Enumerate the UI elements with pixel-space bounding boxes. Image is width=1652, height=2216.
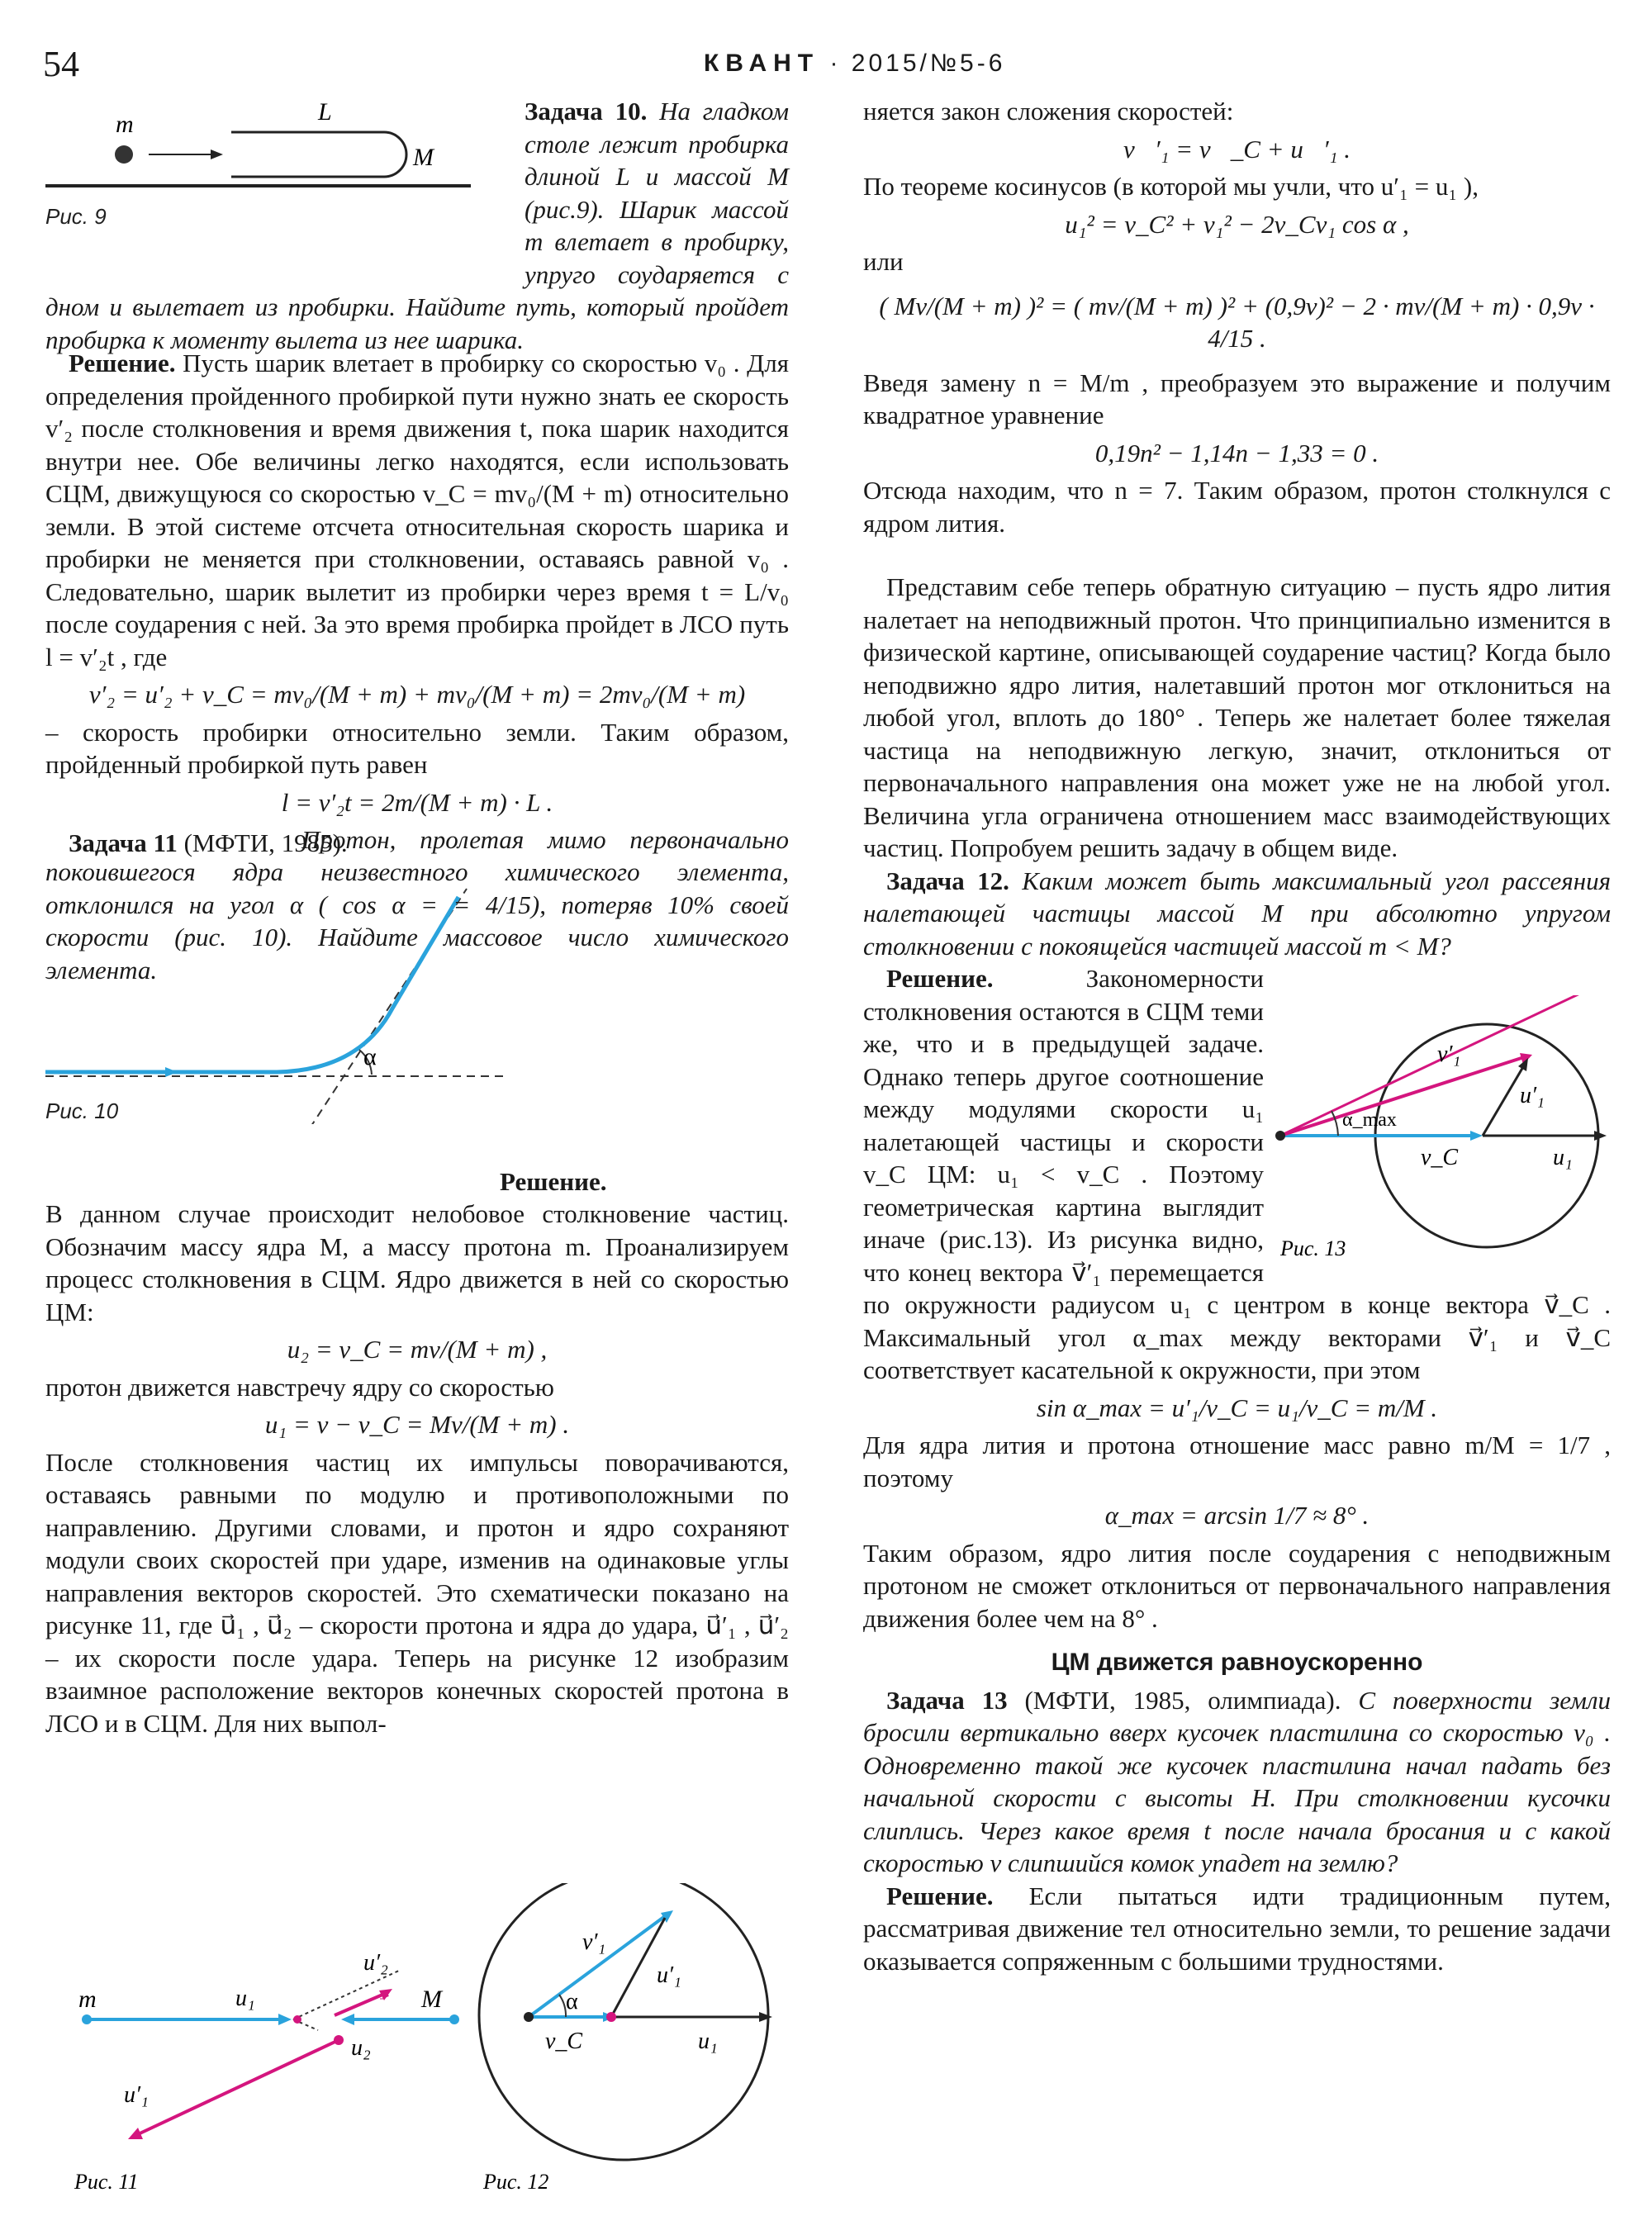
task13-sol-text: Если пытаться идти традиционным путем, рассматривая движение тел относительно земли, то решение задачи оказывается сопряженным с большими трудностями. <box>863 1881 1612 1976</box>
formula-4: u₁ = v − v_C = Mv/(M + m) . <box>264 1410 570 1439</box>
formula-3: u₂ = v_C = mv/(M + m) , <box>287 1335 548 1364</box>
task13-statement <box>863 1684 1611 1880</box>
fig13-v1p-line <box>1280 1057 1524 1136</box>
formula-8: 0,19n² − 1,14n − 1,33 = 0 . <box>1094 438 1379 467</box>
r-para-4: Введя замену n = M/m , преобразуем это выражение и получим квадратное уравнение <box>863 368 1611 429</box>
fig13-label-v1p: v′₁ <box>1437 1042 1461 1067</box>
solution-label-2: Решение. <box>500 1166 607 1196</box>
formula-2: l = v′₂t = 2m/(M + m) · L . <box>281 787 553 817</box>
fig11-dot-m <box>82 2014 92 2024</box>
task10-text-wrap <box>45 95 789 356</box>
fig12-label-u1p: u′₁ <box>657 1962 681 1988</box>
float-spacer <box>45 95 525 266</box>
fig11-label-u1: u₁ <box>235 1986 255 2011</box>
task11-statement: Протон, пролетая мимо первоначально покоившегося ядра неизвестного химического элемента, отклонился на угол α ( cos α = = 4/15), потеряв 10% своей скорости (рис. 10). Найдите массовое число химического элемента. <box>45 824 789 985</box>
fig13-label-u1: u₁ <box>1553 1145 1573 1170</box>
fig9-caption: Рис. 9 <box>45 204 107 229</box>
fig9-label-m: m <box>116 111 134 138</box>
journal-name: КВАНТ <box>704 50 820 77</box>
task10-title: Задача 10. <box>525 97 648 126</box>
fig12-label-u1: u₁ <box>698 2029 718 2054</box>
fig12-label-v1p: v′₁ <box>582 1929 606 1955</box>
r-para-2: По теореме косинусов (в которой мы учли, что u′₁ = u₁ ), <box>863 172 1479 201</box>
fig11-label-m: m <box>78 1986 97 2013</box>
task10-solution <box>45 347 789 673</box>
r-para-6: Представим себе теперь обратную ситуацию – пусть ядро лития налетает на неподвижный протон. Что принципиально изменится в физической картине, описывающей соударение частиц? Когда было неподвижно ядро лития, налетавший протон мог отклониться на любой угол, вплоть до 180° . Теперь же налетает более тяжелая частица на неподвижную легкую, значит, отклониться от первоначального направления она может уже не на любой угол. Величина угла ограничена отношением масс взаимодействующих частиц. Попробуем решить задачу в общем виде. <box>863 572 1611 862</box>
task12-statement <box>863 865 1611 963</box>
fig12-center <box>606 2012 616 2022</box>
fig13-u1p-line <box>1483 1065 1524 1136</box>
solution-label-4: Решение. <box>886 1881 994 1910</box>
r-para-8: Таким образом, ядро лития после соударения с неподвижным протоном не сможет отклониться от первоначального направления движения более чем на 8° . <box>863 1538 1611 1633</box>
fig12-u1-head <box>759 2012 772 2022</box>
fig12-caption: Рис. 12 <box>483 2170 549 2194</box>
formula-10: α_max = arcsin 1/7 ≈ 8° . <box>1104 1501 1370 1530</box>
fig13-origin <box>1275 1131 1285 1141</box>
formula-6: u₁² = v_C² + v₁² − 2v_Cv₁ cos α , <box>1065 209 1409 239</box>
journal-issue: · 2015/№5-6 <box>819 50 1006 77</box>
fig11-label-u2: u₂ <box>351 2035 371 2061</box>
page-number: 54 <box>43 44 79 84</box>
fig11-dot-2 <box>334 2035 344 2045</box>
task12-solution-block <box>863 962 1611 1387</box>
fig9-label-M: M <box>413 144 434 171</box>
formula-9: sin α_max = u′₁/v_C = u₁/v_C = m/M . <box>1036 1393 1438 1422</box>
r-para-5: Отсюда находим, что n = 7. Таким образом, протон столкнулся с ядром лития. <box>863 476 1611 538</box>
fig13-u1-head <box>1594 1131 1607 1141</box>
task12-text: Каким может быть максимальный угол рассеяния налетающей частицы массой M при абсолютно упругом столкновении с покоящейся частицей массой m < M? <box>863 866 1611 961</box>
spacer <box>863 539 1611 571</box>
fig12-alpha: α <box>566 1989 578 2014</box>
fig10-alpha: α <box>363 1042 377 1070</box>
section-heading: ЦМ движется равноускоренно <box>1051 1649 1423 1676</box>
journal-title <box>704 50 1005 78</box>
task12-title: Задача 12. <box>886 866 1009 895</box>
task13-source: (МФТИ, 1985, олимпиада). <box>1024 1685 1341 1715</box>
fig12-angle-arc <box>559 1995 566 2017</box>
task11-sol-2: протон движется навстречу ядру со скоростью <box>45 1372 554 1402</box>
task13-solution <box>863 1880 1611 1978</box>
task11-sol-3: После столкновения частиц их импульсы поворачиваются, оставаясь равными по модулю и противоположными по направлению. Другими словами, и протон и ядро сохраняют модули своих скоростей при ударе, изменив на одинаковые углы направления векторов скоростей. Это схематически показано на рисунке 11, где u⃗₁ , u⃗₂ – скорости протона и ядра до удара, u⃗′₁ , u⃗′₂ – их скорости после удара. Теперь на рисунке 12 изобразим взаимное расположение векторов конечных скоростей протона в ЛСО и в СЦМ. Для них выпол- <box>45 1447 789 1738</box>
task13-text: С поверхности земли бросили вертикально вверх кусочек пластилина со скоростью v₀ . Одновременно такой же кусочек пластилина начал падать без начальной скорости с высоты H. При столкновении кусочки слиплись. Через какое время t после начала бросания и с какой скоростью v слипшийся комок упадет на землю? <box>863 1685 1611 1877</box>
right-column <box>863 95 1611 1977</box>
fig12-circle <box>479 1883 768 2160</box>
fig13-amax: α_max <box>1342 1109 1397 1131</box>
fig11-label-M: M <box>421 1986 442 2013</box>
task11-text-wrap <box>45 823 789 987</box>
left-column <box>45 95 789 1739</box>
formula-7: ( Mv/(M + m) )² = ( mv/(M + m) )² + (0,9v)² − 2 · mv/(M + m) · 0,9v · 4/15 . <box>879 291 1595 353</box>
fig12-origin <box>524 2012 534 2022</box>
fig13-angle-arc <box>1332 1111 1338 1136</box>
task11-solution: В данном случае происходит нелобовое столкновение частиц. Обозначим массу ядра M, а массу протона m. Проанализируем процесс столкновения в СЦМ. Ядро движется в ней со скоростью ЦМ: <box>45 1199 789 1326</box>
fig13-vC-head <box>1470 1131 1483 1141</box>
fig11-u2p-line <box>335 1992 388 2015</box>
formula-1: v′₂ = u′₂ + v_C = mv₀/(M + m) + mv₀/(M + m) = 2mv₀/(M + m) <box>88 680 746 709</box>
fig12-label-vC: v_C <box>545 2029 583 2054</box>
page-header <box>43 43 1612 93</box>
figures-11-12 <box>45 1883 789 2205</box>
fig11-caption: Рис. 11 <box>74 2170 139 2194</box>
task13-title: Задача 13 <box>886 1685 1008 1715</box>
formula-5: v⃗′₁ = v⃗_C + u⃗′₁ . <box>1123 134 1351 164</box>
fig10-caption: Рис. 10 <box>45 1098 119 1123</box>
r-para-7: Для ядра лития и протона отношение масс равно m/M = 1/7 , поэтому <box>863 1431 1611 1492</box>
fig11-u2-head <box>341 2014 354 2025</box>
task11-title: Задача 11 <box>69 828 178 857</box>
fig11-label-u1p: u′₁ <box>124 2082 149 2108</box>
fig11-u1-head <box>278 2014 292 2025</box>
task10-sol-cont: – скорость пробирки относительно земли. Таким образом, пройденный пробиркой путь равен <box>45 717 789 779</box>
r-para-3: или <box>863 247 904 276</box>
r-para-1: няется закон сложения скоростей: <box>863 97 1234 126</box>
task12-sol-text: Закономерности столкновения остаются в СЦМ теми же, что и в предыдущей задаче. Однако теперь другое соотношение между модулями скорости u₁ налетающей частицы и скорости v_C ЦМ: u₁ < v_C . Поэтому геометрическая картина выглядит иначе (рис.13). Из рисунка видно, что конец вектора v⃗′₁ перемещается по окружности радиусом u₁ с центром в конце вектора v⃗_C . Максимальный угол α_max между векторами v⃗′₁ и v⃗_C соответствует касательной к окружности, при этом <box>863 964 1611 1384</box>
fig9-label-L: L <box>318 98 332 126</box>
fig11-u1p-line <box>136 2040 339 2135</box>
fig11-label-u2p: u′₂ <box>363 1950 388 1976</box>
solution-label-3: Решение. <box>886 964 994 993</box>
fig13-label-vC: v_C <box>1421 1145 1459 1170</box>
fig13-caption: Рис. 13 <box>1280 1236 1346 1260</box>
fig11-center-dot <box>293 2015 301 2024</box>
figure-13 <box>1272 995 1611 1268</box>
task10-sol-text: Пусть шарик влетает в пробирку со скоростью v₀ . Для определения пройденного пробиркой пути нужно знать ее скорость v′₂ после столкновения и время движения t, пока шарик находится внутри нее. Обе величины легко находятся, если использовать СЦМ, движущуюся со скоростью v_C = mv₀/(M + m) относительно земли. В этой системе отсчета относительная скорость шарика и пробирки не меняется при столкновении, оставаясь равной v₀ . Следовательно, шарик вылетит из пробирки через время t = L/v₀ после соударения с ней. За это время пробирка пройдет в ЛСО путь l = v′₂t , где <box>45 349 790 671</box>
task10-text: На гладком столе лежит пробирка длиной L и массой M (рис.9). Шарик массой m влетает в пробирку, упруго соударяется с дном и вылетает из пробирки. Найдите путь, который пройдет пробирка к моменту вылета из нее шарика. <box>45 97 789 354</box>
fig13-label-u1p: u′₁ <box>1520 1083 1545 1108</box>
task11-source: (МФТИ, 1985). <box>183 828 348 857</box>
task10-block <box>45 95 789 354</box>
fig11-dot-M <box>449 2014 459 2024</box>
solution-label: Решение. <box>69 349 176 377</box>
